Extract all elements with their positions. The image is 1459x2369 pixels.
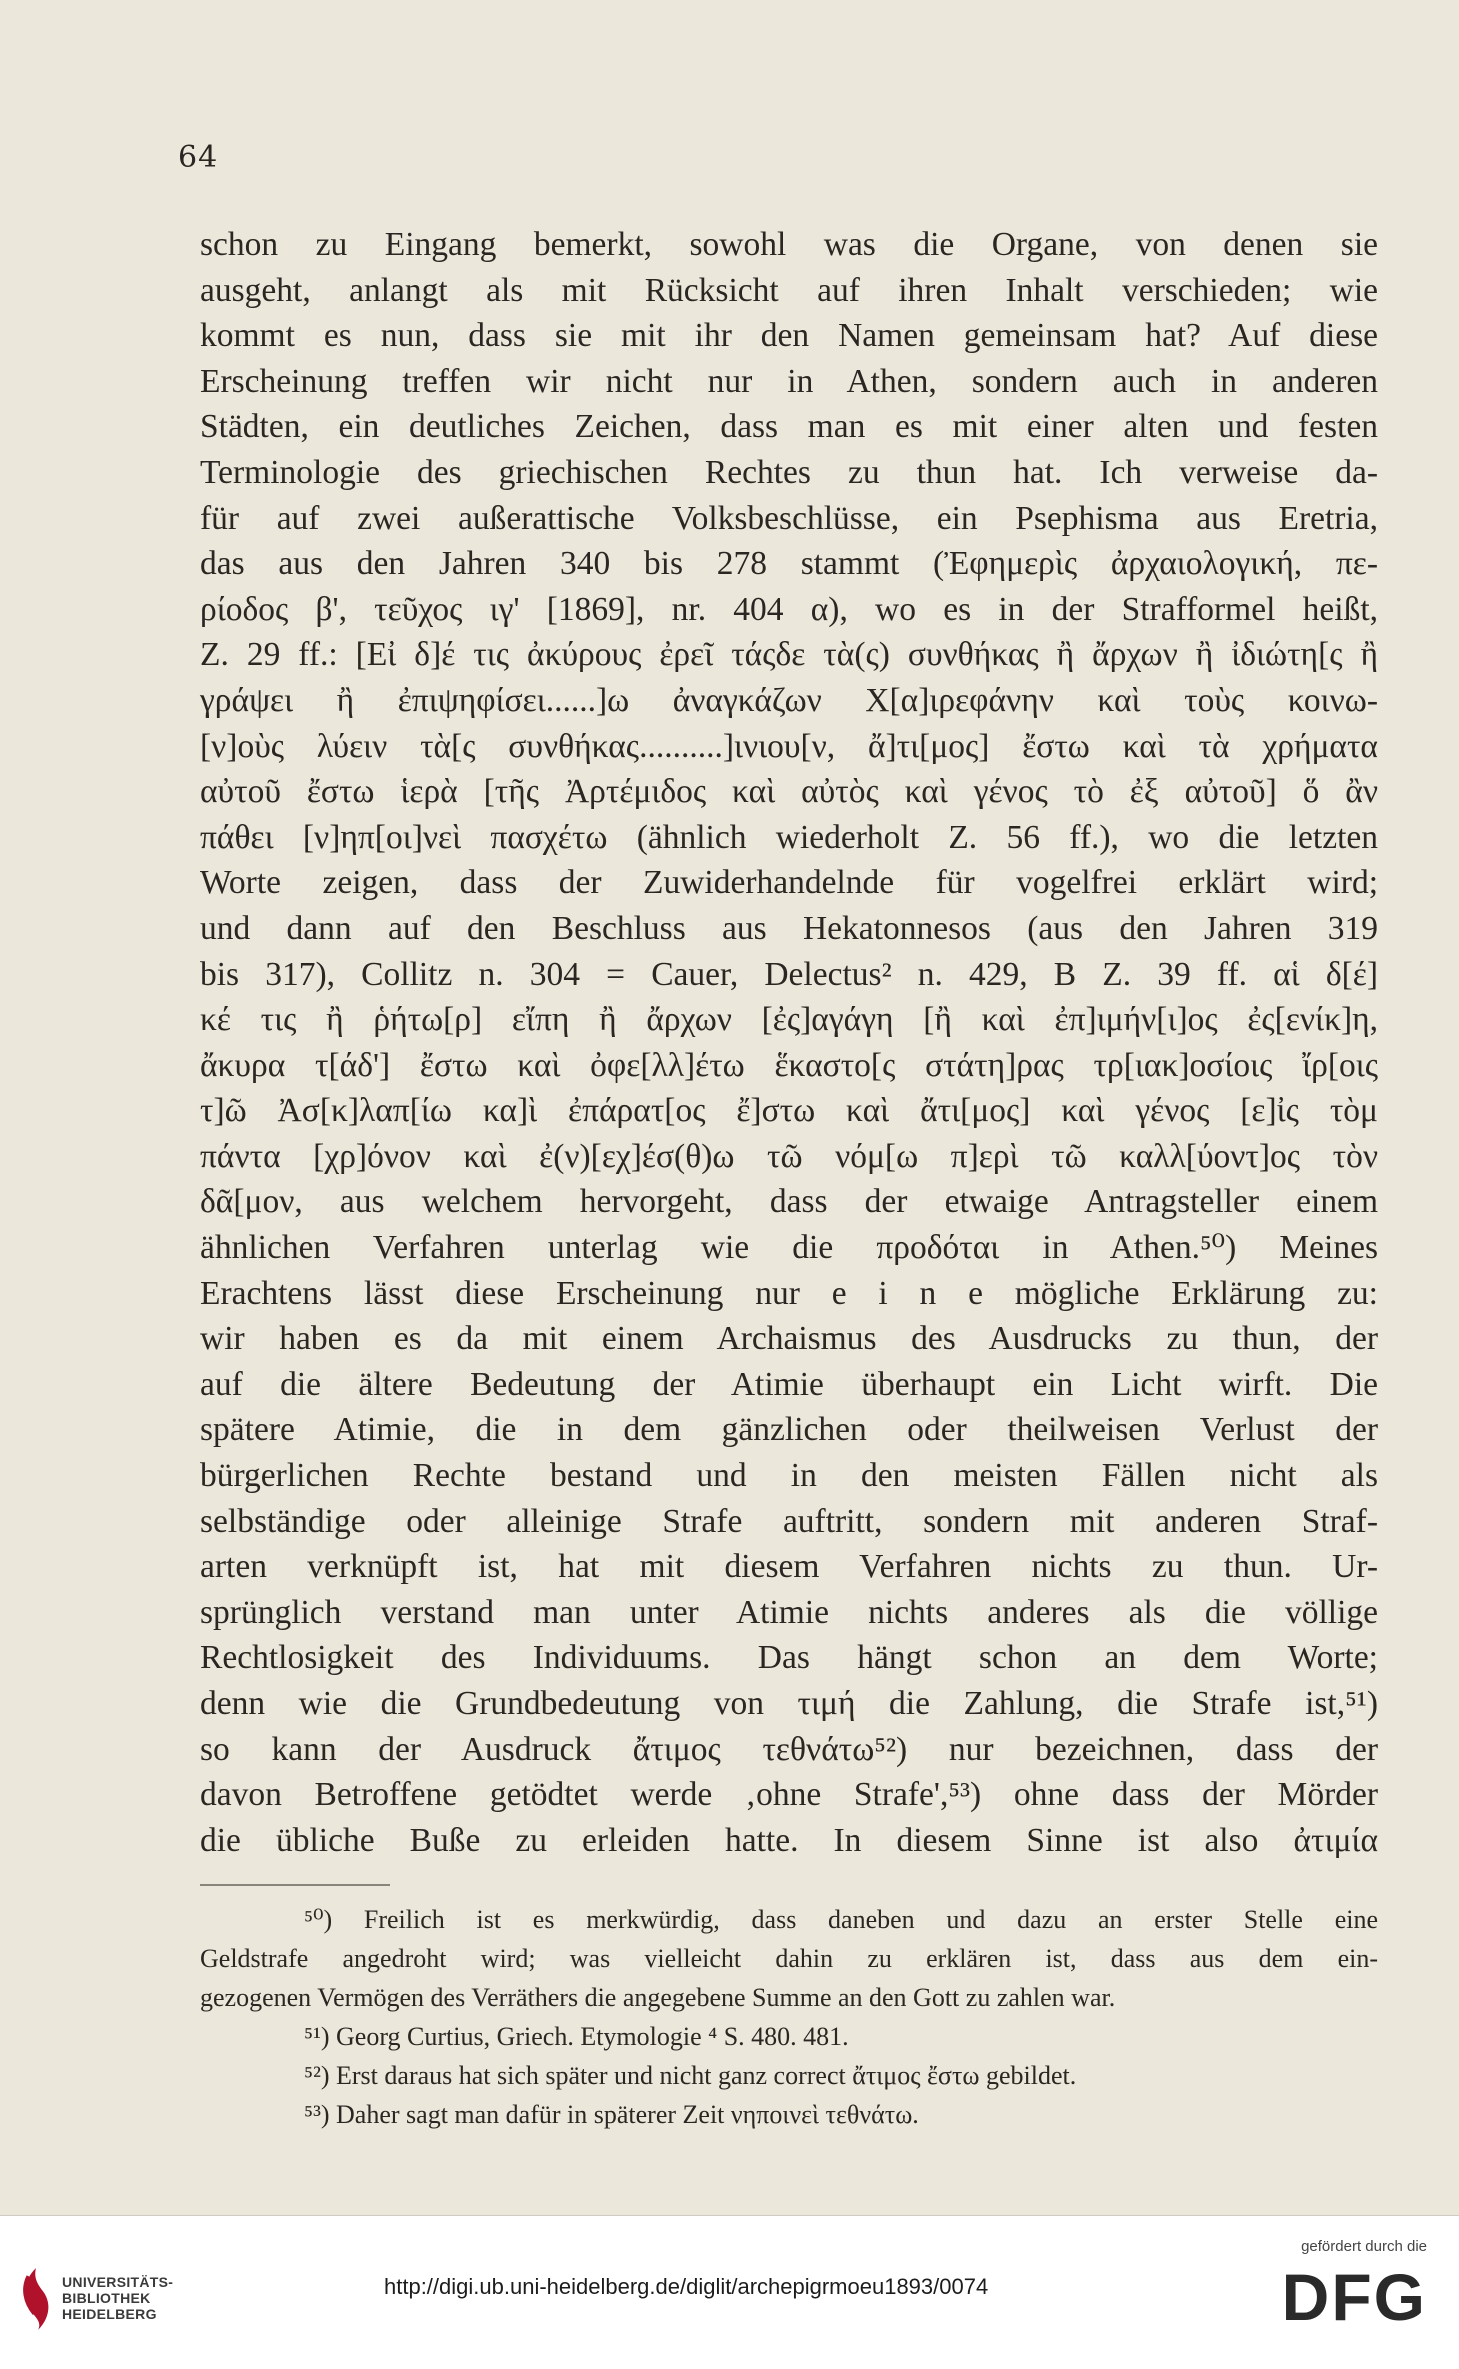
text-line: ἄκυρα τ[άδ'] ἔστω καὶ ὀφε[λλ]έτω ἕκαστο[ς στάτη]ρας τρ[ιακ]οσίοις ἴρ[οις [200,1046,1378,1084]
text-line: bürgerlichen Rechte bestand und in den meisten Fällen nicht als [200,1457,1378,1495]
library-emblem-icon [16,2266,56,2332]
text-line: kommt es nun, dass sie mit ihr den Namen gemeinsam hat? Auf diese [200,317,1378,355]
text-line: wir haben es da mit einem Archaismus des Ausdrucks zu thun, der [200,1320,1378,1358]
library-logo[interactable] [16,2266,174,2336]
funder-logo[interactable] [1247,2238,1427,2353]
text-line: ausgeht, anlangt als mit Rücksicht auf ihren Inhalt verschieden; wie [200,271,1378,309]
text-line: denn wie die Grundbedeutung von τιμή die Zahlung, die Strafe ist,⁵¹) [200,1685,1378,1722]
footnote-line: gezogenen Vermögen des Verräthers die angegebene Summe an den Gott zu zahlen war. [200,1983,1116,2012]
text-line: die übliche Buße zu erleiden hatte. In diesem Sinne ist also ἀτιμία [200,1821,1378,1859]
text-line: Rechtlosigkeit des Individuums. Das hängt schon an dem Worte; [200,1639,1378,1677]
text-line: arten verknüpft ist, hat mit diesem Verfahren nichts zu thun. Ur- [200,1548,1378,1586]
page-number: 64 [178,140,219,175]
footnote-line: ⁵⁰) Freilich ist es merkwürdig, dass daneben und dazu an erster Stelle eine [304,1905,1378,1934]
text-line: Worte zeigen, dass der Zuwiderhandelnde für vogelfrei erklärt wird; [200,864,1378,902]
source-url-link[interactable]: http://digi.ub.uni-heidelberg.de/diglit/archepigrmoeu1893/0074 [384,2274,989,2299]
text-line: sprünglich verstand man unter Atimie nichts anderes als die völlige [200,1593,1378,1631]
library-name [62,2274,173,2322]
text-line: und dann auf den Beschluss aus Hekatonnesos (aus den Jahren 319 [200,909,1378,947]
footnote-line: ⁵¹) Georg Curtius, Griech. Etymologie ⁴ S. 480. 481. [304,2022,849,2051]
text-line: δᾶ[μον, aus welchem hervorgeht, dass der etwaige Antragsteller einem [200,1183,1378,1221]
text-line: für auf zwei außerattische Volksbeschlüsse, ein Psephisma aus Eretria, [200,499,1378,537]
library-name-line-2: BIBLIOTHEK [62,2290,151,2306]
text-line: Terminologie des griechischen Rechtes zu thun hat. Ich verweise da- [200,453,1378,491]
text-line: bis 317), Collitz n. 304 = Cauer, Delectus² n. 429, B Z. 39 ff. αἱ δ[έ] [200,955,1378,993]
text-line: ähnlichen Verfahren unterlag wie die προδόται in Athen.⁵⁰) Meines [200,1229,1378,1267]
text-line: auf die ältere Bedeutung der Atimie überhaupt ein Licht wirft. Die [200,1365,1378,1403]
footer-bar [0,2215,1459,2369]
text-line: πάντα [χρ]όνον καὶ ἐ(ν)[εχ]έσ(θ)ω τῶ νόμ[ω π]ερὶ τῶ καλλ[ύοντ]ος τὸν [200,1137,1378,1175]
text-line: γράψει ἢ ἐπιψηφίσει......]ω ἀναγκάζων Χ[α]ιρεφάνην καὶ τοὺς κοινω- [200,681,1378,719]
text-line: Erachtens lässt diese Erscheinung nur e i n e mögliche Erklärung zu: [200,1274,1378,1312]
text-line: das aus den Jahren 340 bis 278 stammt (Ἐφημερὶς ἀρχαιολογική, πε- [200,545,1378,583]
footnote [200,1900,1378,2017]
footnote-line: ⁵³) Daher sagt man dafür in späterer Zeit νηποινεὶ τεθνάτω. [304,2100,919,2129]
footnote [200,2056,1378,2095]
text-line: τ]ῶ Ἀσ[κ]λαπ[ίω κα]ὶ ἐπάρατ[ος ἔ]στω καὶ ἄτι[μος] καὶ γένος [ε]ἰς τὸμ [200,1092,1378,1130]
funder-name: DFG [1281,2260,1427,2334]
footnote-line: Geldstrafe angedroht wird; was vielleicht dahin zu erklären ist, dass aus dem ein- [200,1944,1378,1973]
text-line: [ν]οὺς λύειν τὰ[ς συνθήκας..........]ινιου[ν, ἄ]τι[μος] ἔστω καὶ τὰ χρήματα [200,727,1378,765]
footnote [200,2095,1378,2134]
footnote-divider [200,1884,390,1886]
text-line: ρίοδος β', τεῦχος ιγ' [1869], nr. 404 α), wo es in der Strafformel heißt, [200,590,1378,628]
text-line: so kann der Ausdruck ἄτιμος τεθνάτω⁵²) nur bezeichnen, dass der [200,1730,1378,1768]
text-line: schon zu Eingang bemerkt, sowohl was die Organe, von denen sie [200,226,1378,263]
text-line: spätere Atimie, die in dem gänzlichen oder theilweisen Verlust der [200,1411,1378,1449]
footnote-line: ⁵²) Erst daraus hat sich später und nicht ganz correct ἄτιμος ἔστω gebildet. [304,2061,1077,2090]
text-line: πάθει [ν]ηπ[οι]νεὶ πασχέτω (ähnlich wiederholt Z. 56 ff.), wo die letzten [200,818,1378,856]
footnote [200,2017,1378,2056]
text-line: davon Betroffene getödtet werde ‚ohne Strafe',⁵³) ohne dass der Mörder [200,1776,1378,1814]
text-line: κέ τις ἢ ῥήτω[ρ] εἴπη ἢ ἄρχων [ἐς]αγάγη [ἢ καὶ ἐπ]ιμήν[ι]ος ἐς[ενίκ]η, [200,1001,1378,1039]
library-name-line-3: HEIDELBERG [62,2306,157,2322]
library-name-line-1: UNIVERSITÄTS- [62,2274,174,2290]
text-line: Städten, ein deutliches Zeichen, dass man es mit einer alten und festen [200,408,1378,446]
text-line: αὐτοῦ ἔστω ἱερὰ [τῆς Ἀρτέμιδος καὶ αὐτὸς καὶ γένος τὸ ἐξ αὐτοῦ] ὅ ἂν [200,773,1378,811]
text-line: selbständige oder alleinige Strafe auftritt, sondern mit anderen Straf- [200,1502,1378,1540]
funder-caption: gefördert durch die [1301,2238,1427,2255]
footnotes [200,1900,1378,2134]
text-line: Erscheinung treffen wir nicht nur in Athen, sondern auch in anderen [200,362,1378,400]
text-line: Z. 29 ff.: [Εἰ δ]έ τις ἀκύρους ἐρεῖ τάςδε τὰ(ς) συνθήκας ἢ ἄρχων ἢ ἰδιώτη[ς ἢ [200,636,1378,674]
body-text [200,222,1378,1863]
